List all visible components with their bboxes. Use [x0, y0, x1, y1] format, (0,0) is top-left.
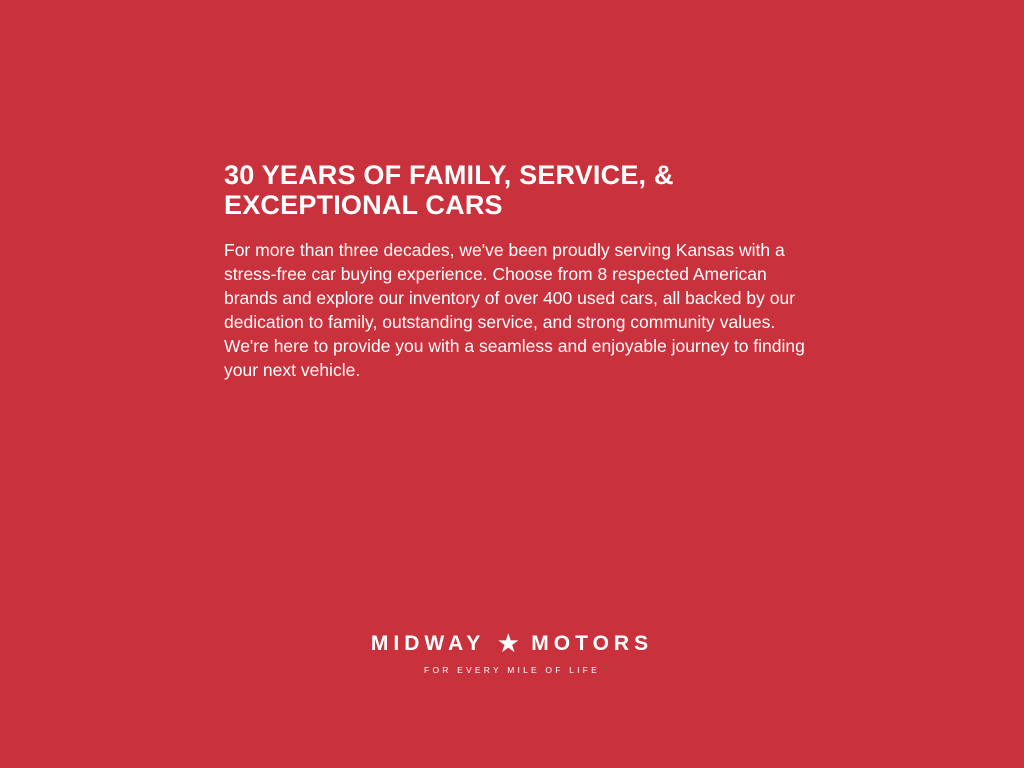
logo-wordmark	[371, 630, 653, 656]
logo-tagline: FOR EVERY MILE OF LIFE	[424, 665, 600, 675]
page-title: 30 YEARS OF FAMILY, SERVICE, & EXCEPTIONAL CARS	[224, 160, 674, 220]
logo-word-motors: MOTORS	[531, 631, 654, 655]
star-icon: ★	[496, 628, 520, 658]
brand-logo	[0, 630, 1024, 675]
hero-content	[224, 160, 814, 382]
logo-word-midway: MIDWAY	[370, 631, 486, 655]
hero-description: For more than three decades, we've been proudly serving Kansas with a stress-free car buying experience. Choose from 8 respected American brands and explore our inventory of over 400 used cars, all backed by our dedication to family, outstanding service, and strong community values. We're here to provide you with a seamless and enjoyable journey to finding your next vehicle.	[224, 240, 805, 380]
